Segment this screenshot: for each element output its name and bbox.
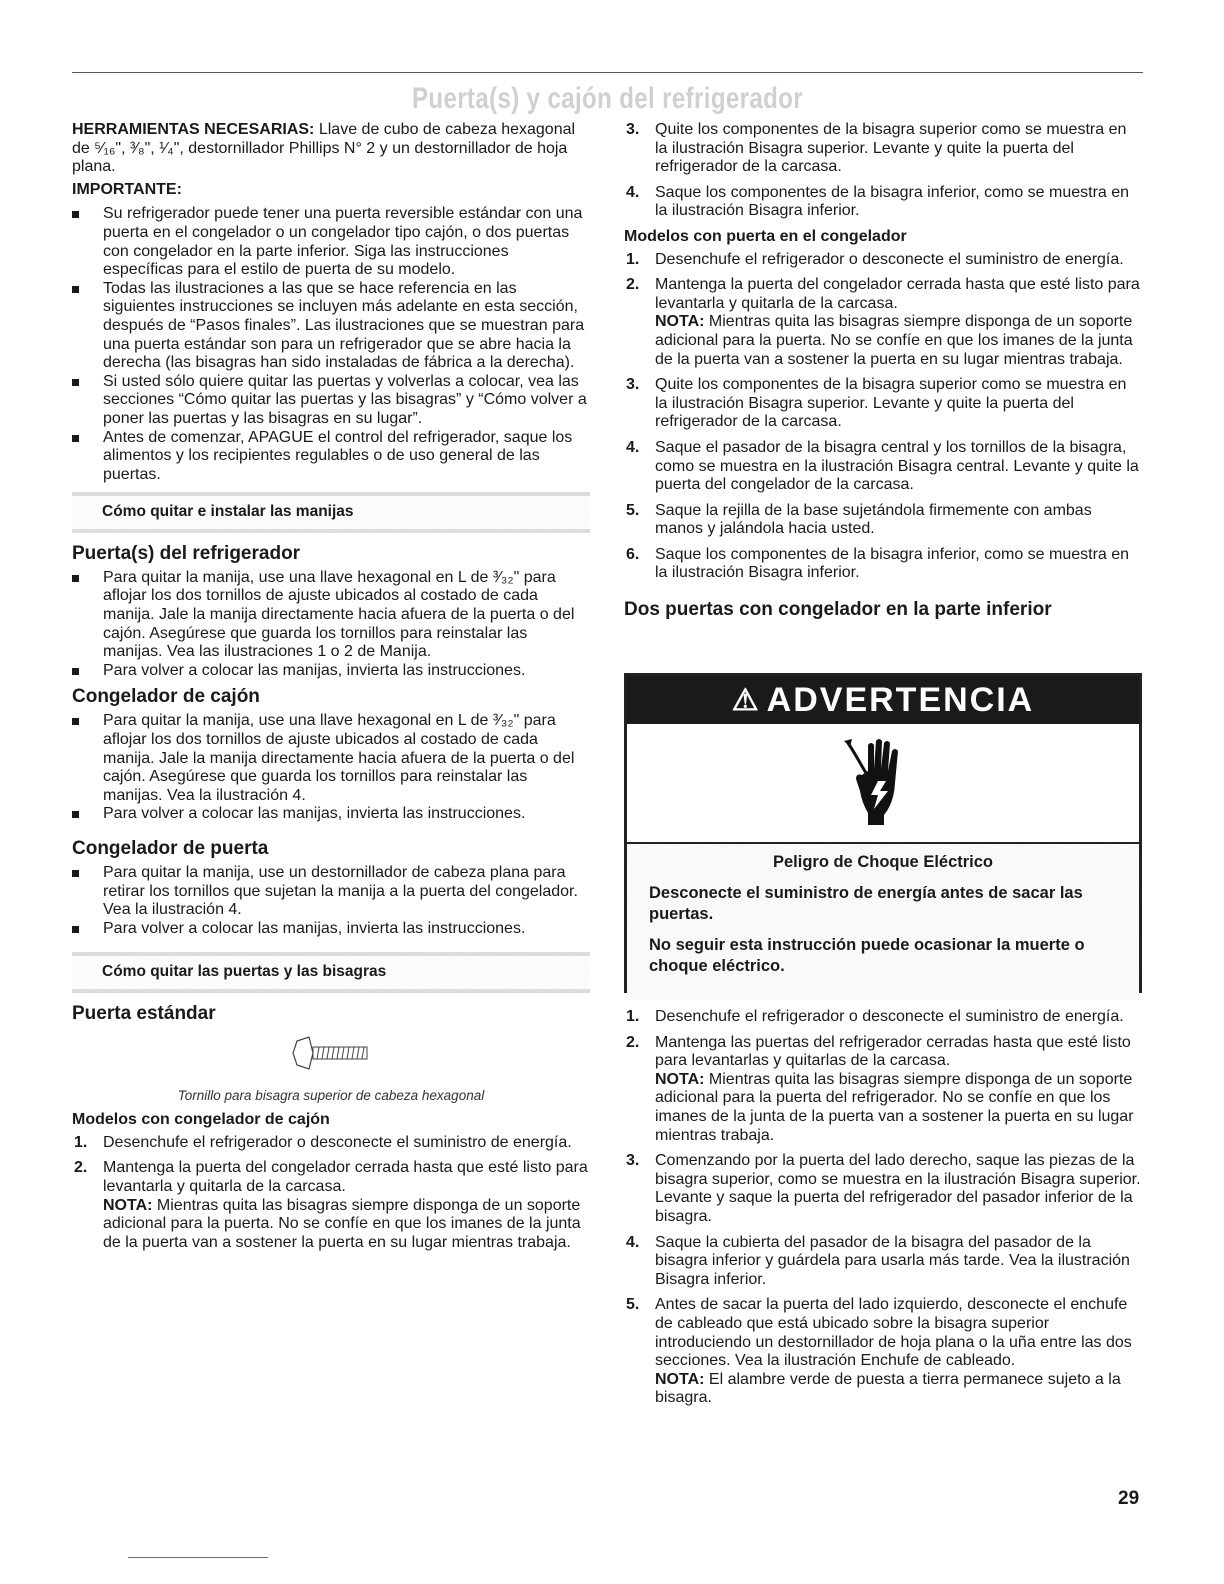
- note-text: Mientras quita las bisagras siempre disponga de un soporte adicional para la puerta. No se confíe en que los imanes de la junta de la puerta van a sostener la puerta en su lugar mientras trabaja.: [103, 1196, 581, 1251]
- door-freezer-heading: Congelador de puerta: [72, 838, 269, 859]
- list-item: [624, 251, 1142, 270]
- list-item: [624, 439, 1142, 495]
- step-number: 3.: [626, 121, 640, 138]
- top-rule: [72, 72, 1143, 73]
- list-item: [624, 121, 1142, 177]
- warning-header: [627, 676, 1139, 724]
- page-number: 29: [1118, 1488, 1140, 1509]
- step-text: Saque los componentes de la bisagra inferior, como se muestra en la ilustración Bisagra inferior.: [655, 545, 1130, 582]
- footer-line: [128, 1557, 268, 1558]
- tools-paragraph: [72, 121, 590, 177]
- step-text: Comenzando por la puerta del lado derecho, saque las piezas de la bisagra superior, como se muestra en la ilustración Bisagra superior. Levante y saque la puerta del refrigerador del pasador inferior de la bisagra.: [655, 1152, 1141, 1225]
- list-item: Para quitar la manija, use una llave hexagonal en L de ³⁄₃₂" para aflojar los dos tornillos de ajuste ubicados al costado de cada manija. Jale la manija directamente hacia afuera de la puerta o del cajón. Asegúrese que guarda los tornillos para reinstalar las manijas. Vea la ilustración 4.: [72, 712, 590, 805]
- list-item: [624, 1034, 1142, 1146]
- step-text: Desenchufe el refrigerador o desconecte el suministro de energía.: [655, 1008, 1124, 1025]
- tools-label: HERRAMIENTAS NECESARIAS:: [72, 121, 315, 138]
- step-number: 3.: [626, 1152, 640, 1170]
- right-column-bottom: [624, 1008, 1142, 1415]
- list-item: [624, 546, 1142, 583]
- drawer-models-heading: Modelos con congelador de cajón: [72, 1111, 330, 1129]
- page-title: Puerta(s) y cajón del refrigerador: [411, 82, 804, 115]
- step-text: Saque la rejilla de la base sujetándola firmemente con ambas manos y jalándola hacia usted.: [655, 501, 1092, 538]
- list-item: Su refrigerador puede tener una puerta reversible estándar con una puerta en el congelador o un congelador tipo cajón, o dos puertas con congelador en la parte inferior. Siga las instrucciones específicas para el estilo de puerta de su modelo.: [72, 205, 590, 279]
- list-item: [72, 1134, 590, 1153]
- step-text: Desenchufe el refrigerador o desconecte el suministro de energía.: [655, 250, 1124, 268]
- warning-line-2: No seguir esta instrucción puede ocasionar la muerte o choque eléctrico.: [649, 936, 1085, 975]
- list-item: [624, 376, 1142, 432]
- screw-figure: [72, 1033, 590, 1079]
- list-item: [72, 1159, 590, 1252]
- warning-icon-area: [627, 724, 1139, 844]
- step-number: 4.: [626, 183, 640, 201]
- fridge-doors-heading: Puerta(s) del refrigerador: [72, 542, 301, 564]
- list-item: Para quitar la manija, use una llave hexagonal en L de ³⁄₃₂" para aflojar los dos tornillos de ajuste ubicados al costado de cada manija. Jale la manija directamente hacia afuera de la puerta o del cajón. Asegúrese que guarda los tornillos para reinstalar las manijas. Vea las ilustraciones 1 o 2 de Manija.: [72, 569, 590, 662]
- list-item: [624, 1152, 1142, 1226]
- tools-text: Llave de cubo de cabeza hexagonal de ⁵⁄₁₆", ³⁄₈", ¹⁄₄", destornillador Phillips N° 2 y un destornillador de hoja plana.: [72, 121, 576, 176]
- note: [655, 1371, 1142, 1408]
- important-list: [72, 205, 590, 484]
- warning-header-text: ADVERTENCIA: [766, 680, 1035, 719]
- step-number: 5.: [626, 501, 640, 519]
- step-number: 2.: [626, 276, 640, 294]
- step-text: Mantenga la puerta del congelador cerrada hasta que esté listo para levantarla y quitarla de la carcasa.: [655, 276, 1140, 312]
- two-doors-heading: Dos puertas con congelador en la parte inferior: [624, 599, 1052, 621]
- step-number: 4.: [626, 1233, 640, 1251]
- list-item: Para quitar la manija, use un destornillador de cabeza plana para retirar los tornillos que sujetan la manija a la puerta del congelador. Vea la ilustración 4.: [72, 864, 590, 920]
- step-number: 4.: [626, 438, 640, 456]
- step-text: Mantenga las puertas del refrigerador cerradas hasta que esté listo para levantarlas y quitarlas de la carcasa.: [655, 1033, 1131, 1070]
- warning-triangle-icon: ⚠: [731, 683, 761, 717]
- warning-hazard-title: Peligro de Choque Eléctrico: [772, 853, 994, 871]
- note: [655, 313, 1142, 369]
- right-column-top: [624, 121, 1142, 625]
- electric-shock-hand-icon: [838, 733, 928, 833]
- step-text: Saque los componentes de la bisagra inferior, como se muestra en la ilustración Bisagra inferior.: [655, 183, 1130, 220]
- note-label: NOTA:: [655, 313, 705, 331]
- step-text: Quite los componentes de la bisagra superior como se muestra en la ilustración Bisagra superior. Levante y quite la puerta del refrigerador de la carcasa.: [655, 121, 1127, 176]
- list-item: Si usted sólo quiere quitar las puertas y volverlas a colocar, vea las secciones “Cómo quitar las puertas y las bisagras” y “Cómo volver a poner las puertas y las bisagras en su lugar”.: [72, 373, 590, 429]
- step-number: 1.: [626, 250, 640, 268]
- list-item: [624, 1234, 1142, 1290]
- step-text: Quite los componentes de la bisagra superior como se muestra en la ilustración Bisagra superior. Levante y quite la puerta del refrigerador de la carcasa.: [655, 376, 1127, 431]
- left-column: [72, 121, 590, 1259]
- list-item: Todas las ilustraciones a las que se hace referencia en las siguientes instrucciones se incluyen más adelante en esta sección, después de “Pasos finales”. Las ilustraciones que se muestran para una puerta estándar son para un refrigerador que se abre hacia la derecha (las bisagras han sido instaladas de fábrica a la derecha).: [72, 280, 590, 373]
- warning-body: [627, 844, 1139, 1000]
- standard-door-heading: Puerta estándar: [72, 1002, 216, 1024]
- step-number: 1.: [626, 1008, 640, 1025]
- note-label: NOTA:: [103, 1196, 153, 1214]
- step-number: 1.: [74, 1133, 88, 1151]
- step-text: Saque la cubierta del pasador de la bisagra del pasador de la bisagra inferior y guárdela para usarla más tarde. Vea la ilustración Bisagra inferior.: [655, 1233, 1130, 1288]
- list-item: Para volver a colocar las manijas, invierta las instrucciones.: [72, 662, 590, 681]
- drawer-freezer-heading: Congelador de cajón: [72, 686, 260, 708]
- note-text: Mientras quita las bisagras siempre disponga de un soporte adicional para la puerta. No se confíe en que los imanes de la junta de la puerta van a sostener la puerta en su lugar mientras trabaja.: [655, 313, 1133, 368]
- list-item: [624, 184, 1142, 221]
- step-number: 3.: [626, 376, 640, 394]
- list-item: Para volver a colocar las manijas, invierta las instrucciones.: [72, 920, 590, 939]
- list-item: [624, 502, 1142, 539]
- list-item: [624, 1296, 1142, 1408]
- warning-line-1: Desconecte el suministro de energía antes de sacar las puertas.: [649, 884, 1083, 923]
- step-number: 5.: [626, 1296, 640, 1314]
- note-text: El alambre verde de puesta a tierra permanece sujeto a la bisagra.: [655, 1370, 1121, 1407]
- note: [655, 1071, 1142, 1145]
- list-item: [624, 1008, 1142, 1027]
- warning-box: [624, 673, 1142, 993]
- list-item: [624, 276, 1142, 369]
- note-label: NOTA:: [655, 1370, 705, 1388]
- list-item: Antes de comenzar, APAGUE el control del refrigerador, saque los alimentos y los recipientes regulables o de uso general de las puertas.: [72, 429, 590, 485]
- step-text: Antes de sacar la puerta del lado izquierdo, desconecte el enchufe de cableado que está ubicado sobre la bisagra superior introduciendo un destornillador de hoja plana o la uña entre las dos secciones. Vea la ilustración Enchufe de cableado.: [655, 1296, 1132, 1370]
- step-number: 2.: [626, 1033, 640, 1051]
- screw-caption: Tornillo para bisagra superior de cabeza hexagonal: [177, 1087, 485, 1103]
- step-text: Saque el pasador de la bisagra central y los tornillos de la bisagra, como se muestra en la ilustración Bisagra central. Levante y quite la puerta del congelador de la carcasa.: [655, 438, 1139, 494]
- hex-screw-icon: [291, 1033, 371, 1073]
- section-band-handles: Cómo quitar e instalar las manijas: [72, 492, 590, 533]
- step-number: 2.: [74, 1159, 88, 1177]
- section-band-doors: Cómo quitar las puertas y las bisagras: [72, 952, 590, 993]
- step-number: 6.: [626, 545, 640, 563]
- step-text: Desenchufe el refrigerador o desconecte el suministro de energía.: [103, 1133, 572, 1151]
- door-models-heading: Modelos con puerta en el congelador: [624, 227, 907, 245]
- list-item: Para volver a colocar las manijas, invierta las instrucciones.: [72, 805, 590, 824]
- note: [103, 1197, 590, 1253]
- note-label: NOTA:: [655, 1070, 705, 1088]
- step-text: Mantenga la puerta del congelador cerrada hasta que esté listo para levantarla y quitarla de la carcasa.: [103, 1159, 588, 1195]
- note-text: Mientras quita las bisagras siempre disponga de un soporte adicional para la puerta del refrigerador. No se confíe en que los imanes de la junta de la puerta van a sostener la puerta en su lugar mientras trabaja.: [655, 1070, 1134, 1144]
- important-label: IMPORTANTE:: [72, 180, 182, 198]
